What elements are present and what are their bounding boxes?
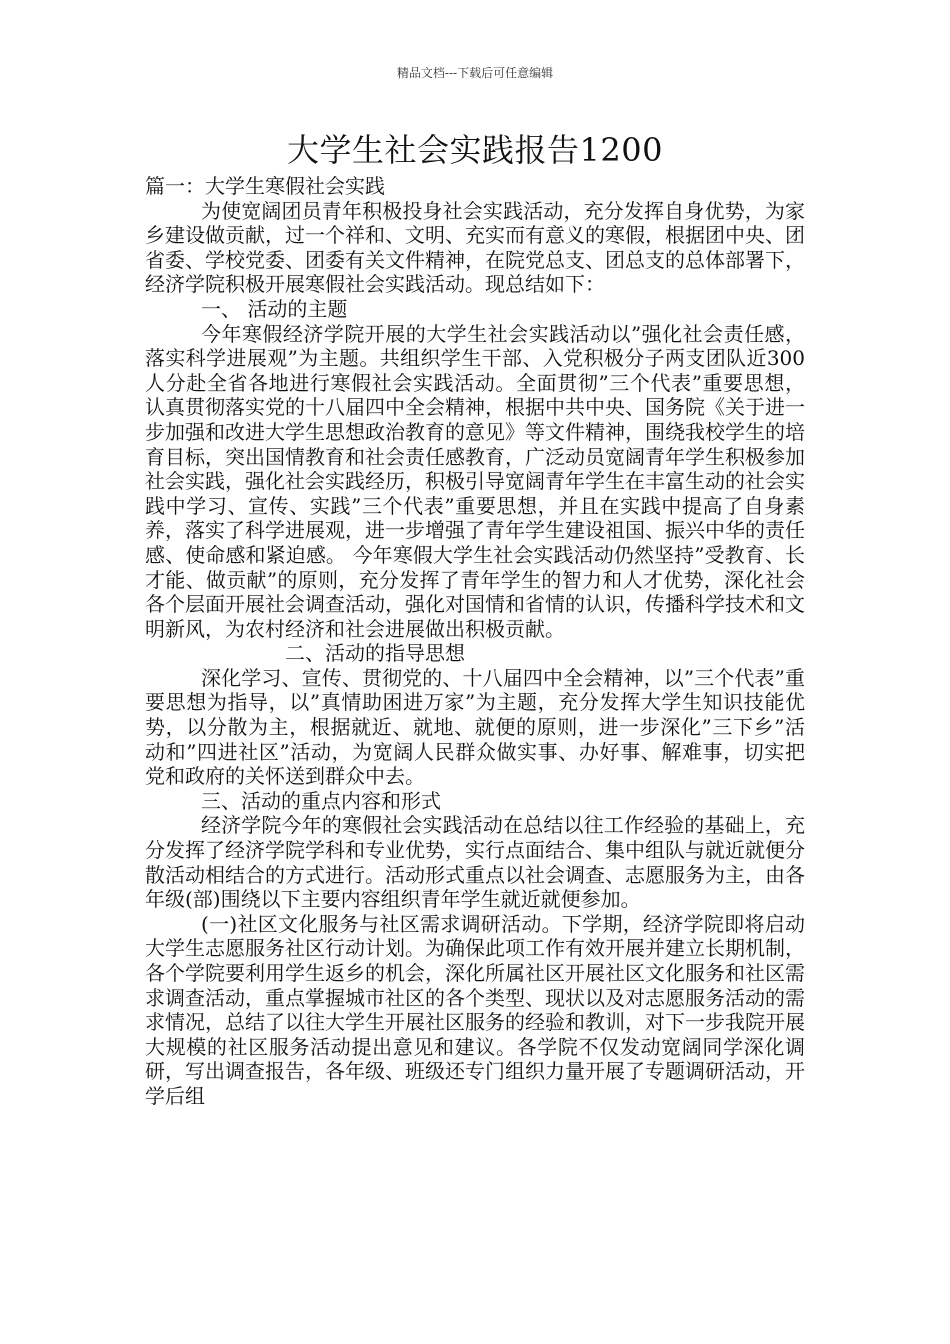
section-3-paragraph: 经济学院今年的寒假社会实践活动在总结以往工作经验的基础上，充分发挥了经济学院学科和专业优势，实行点面结合、集中组队与就近就便分散活动相结合的方式进行。活动形式重点以社会调查、志愿服务为主，由各年级(部)围绕以下主要内容组织青年学生就近就便参加。	[145, 813, 805, 912]
part-label: 篇一：大学生寒假社会实践	[145, 174, 385, 198]
document-title: 大学生社会实践报告1200	[287, 131, 663, 169]
section-2-paragraph: 深化学习、宣传、贯彻党的、十八届四中全会精神，以”三个代表”重要思想为指导，以”真情助困进万家”为主题，充分发挥大学生知识技能优势，以分散为主，根据就近、就地、就便的原则，进一步深化”三下乡”活动和”四进社区”活动，为宽阔人民群众做实事、办好事、解难事，切实把党和政府的关怀送到群众中去。	[145, 665, 805, 789]
section-heading-3: 三、活动的重点内容和形式	[201, 788, 441, 813]
page-header-note: 精品文档---下载后可任意编辑	[396, 66, 554, 80]
section-1-paragraph: 今年寒假经济学院开展的大学生社会实践活动以”强化社会责任感，落实科学进展观”为主题。共组织学生干部、入党积极分子两支团队近300人分赴全省各地进行寒假社会实践活动。全面贯彻”三个代表”重要思想，认真贯彻落实党的十八届四中全会精神，根据中共中央、国务院《关于进一步加强和改进大学生思想政治教育的意见》等文件精神，围绕我校学生的培育目标，突出国情教育和社会责任感教育，广泛动员宽阔青年学生积极参加社会实践，强化社会实践经历，积极引导宽阔青年学生在丰富生动的社会实践中学习、宣传、实践”三个代表”重要思想，并且在实践中提高了自身素养，落实了科学进展观，进一步增强了青年学生建设祖国、振兴中华的责任感、使命感和紧迫感。 今年寒假大学生社会实践活动仍然坚持”受教育、长才能、做贡献”的原则，充分发挥了青年学生的智力和人才优势，深化社会各个层面开展社会调查活动，强化对国情和省情的认识，传播科学技术和文明新风，为农村经济和社会进展做出积极贡献。	[145, 321, 805, 641]
section-heading-1: 一、 活动的主题	[201, 296, 348, 321]
document-body	[145, 174, 805, 1109]
subsection-1-paragraph: (一)社区文化服务与社区需求调研活动。下学期，经济学院即将启动大学生志愿服务社区行动计划。为确保此项工作有效开展并建立长期机制，各个学院要利用学生返乡的机会，深化所属社区开展社区文化服务和社区需求调查活动，重点掌握城市社区的各个类型、现状以及对志愿服务活动的需求情况，总结了以往大学生开展社区服务的经验和教训，对下一步我院开展大规模的社区服务活动提出意见和建议。各学院不仅发动宽阔同学深化调研，写出调查报告，各年级、班级还专门组织力量开展了专题调研活动，开学后组	[145, 911, 805, 1108]
section-heading-2: 二、活动的指导思想	[285, 641, 465, 666]
intro-paragraph: 为使宽阔团员青年积极投身社会实践活动，充分发挥自身优势，为家乡建设做贡献，过一个祥和、文明、充实而有意义的寒假，根据团中央、团省委、学校党委、团委有关文件精神，在院党总支、团总支的总体部署下，经济学院积极开展寒假社会实践活动。现总结如下：	[145, 198, 805, 297]
